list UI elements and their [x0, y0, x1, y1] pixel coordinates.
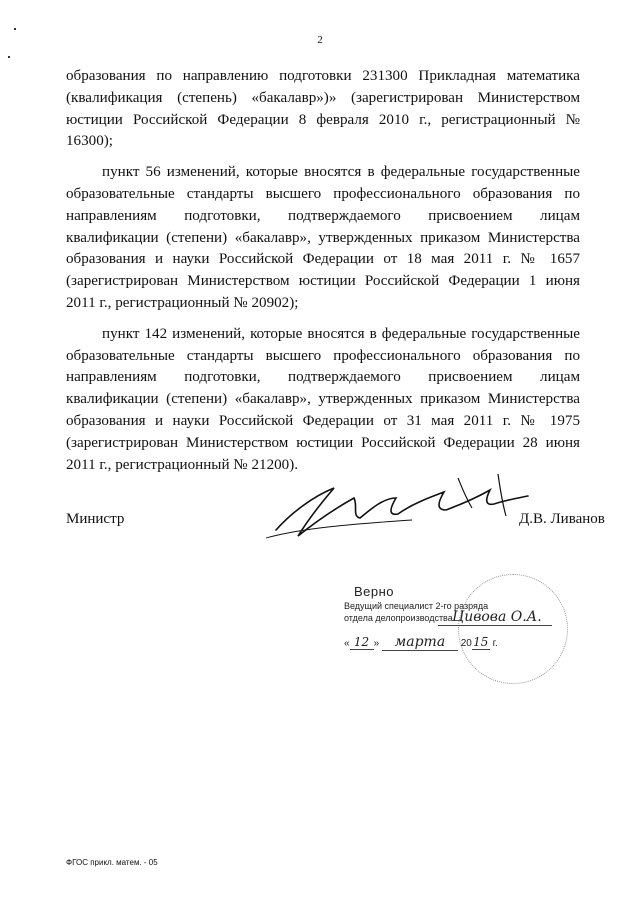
document-body [66, 66, 580, 485]
stamp-date-month: марта [382, 634, 458, 651]
stamp-date: « 12 » марта 2015 г. [344, 634, 498, 650]
handwritten-signature [262, 468, 552, 548]
page-number: 2 [317, 34, 323, 46]
stamp-position: Ведущий специалист 2-го разряда [344, 601, 489, 611]
paragraph-item-56: пункт 56 изменений, которые вносятся в федеральные государственные образовательные стандарты высшего профессионального образования по направлениям подготовки, подтверждаемого присвоением лицам квалификации (степени) «бакалавр», утвержденных приказом Министерства образования и науки Российской Федерации от 18 мая 2011 г. № 1657 (зарегистрирован Министерством юстиции Российской Федерации 1 июня 2011 г., регистрационный № 20902); [66, 164, 580, 311]
paragraph-item-142: пункт 142 изменений, которые вносятся в федеральные государственные образовательные стандарты высшего профессионального образования по направлениям подготовки, подтверждаемого присвоением лицам квалификации (степени) «бакалавр», утвержденных приказом Министерства образования и науки Российской Федерации от 31 мая 2011 г. № 1975 (зарегистрирован Министерством юстиции Российской Федерации 28 июня 2011 г., регистрационный № 21200). [66, 325, 580, 473]
stamp-name-line [438, 625, 552, 626]
stamp-date-suffix: г. [492, 638, 498, 649]
scan-mark [14, 28, 16, 30]
stamp-handwritten-name: Цивова О.А. [452, 609, 542, 625]
stamp-certified-word: Верно [354, 584, 395, 599]
signatory-name: Д.В. Ливанов [519, 511, 605, 527]
stamp-date-year-suffix: 15 [473, 635, 489, 649]
stamp-date-year-prefix: 20 [460, 638, 472, 649]
stamp-date-day: 12 [350, 635, 374, 650]
stamp-department: отдела делопроизводства [344, 613, 453, 623]
scan-mark [8, 56, 10, 58]
stamp-seal [458, 574, 568, 684]
signatory-title: Министр [66, 511, 125, 527]
certification-stamp [340, 580, 570, 690]
paragraph-continuation: образования по направлению подготовки 231300 Прикладная математика (квалификация (степень) «бакалавр»)» (зарегистрирован Министерством юстиции Российской Федерации 8 февраля 2010 г., регистрационный № 16300); [66, 68, 580, 150]
footer-code: ФГОС прикл. матем. - 05 [66, 858, 158, 867]
